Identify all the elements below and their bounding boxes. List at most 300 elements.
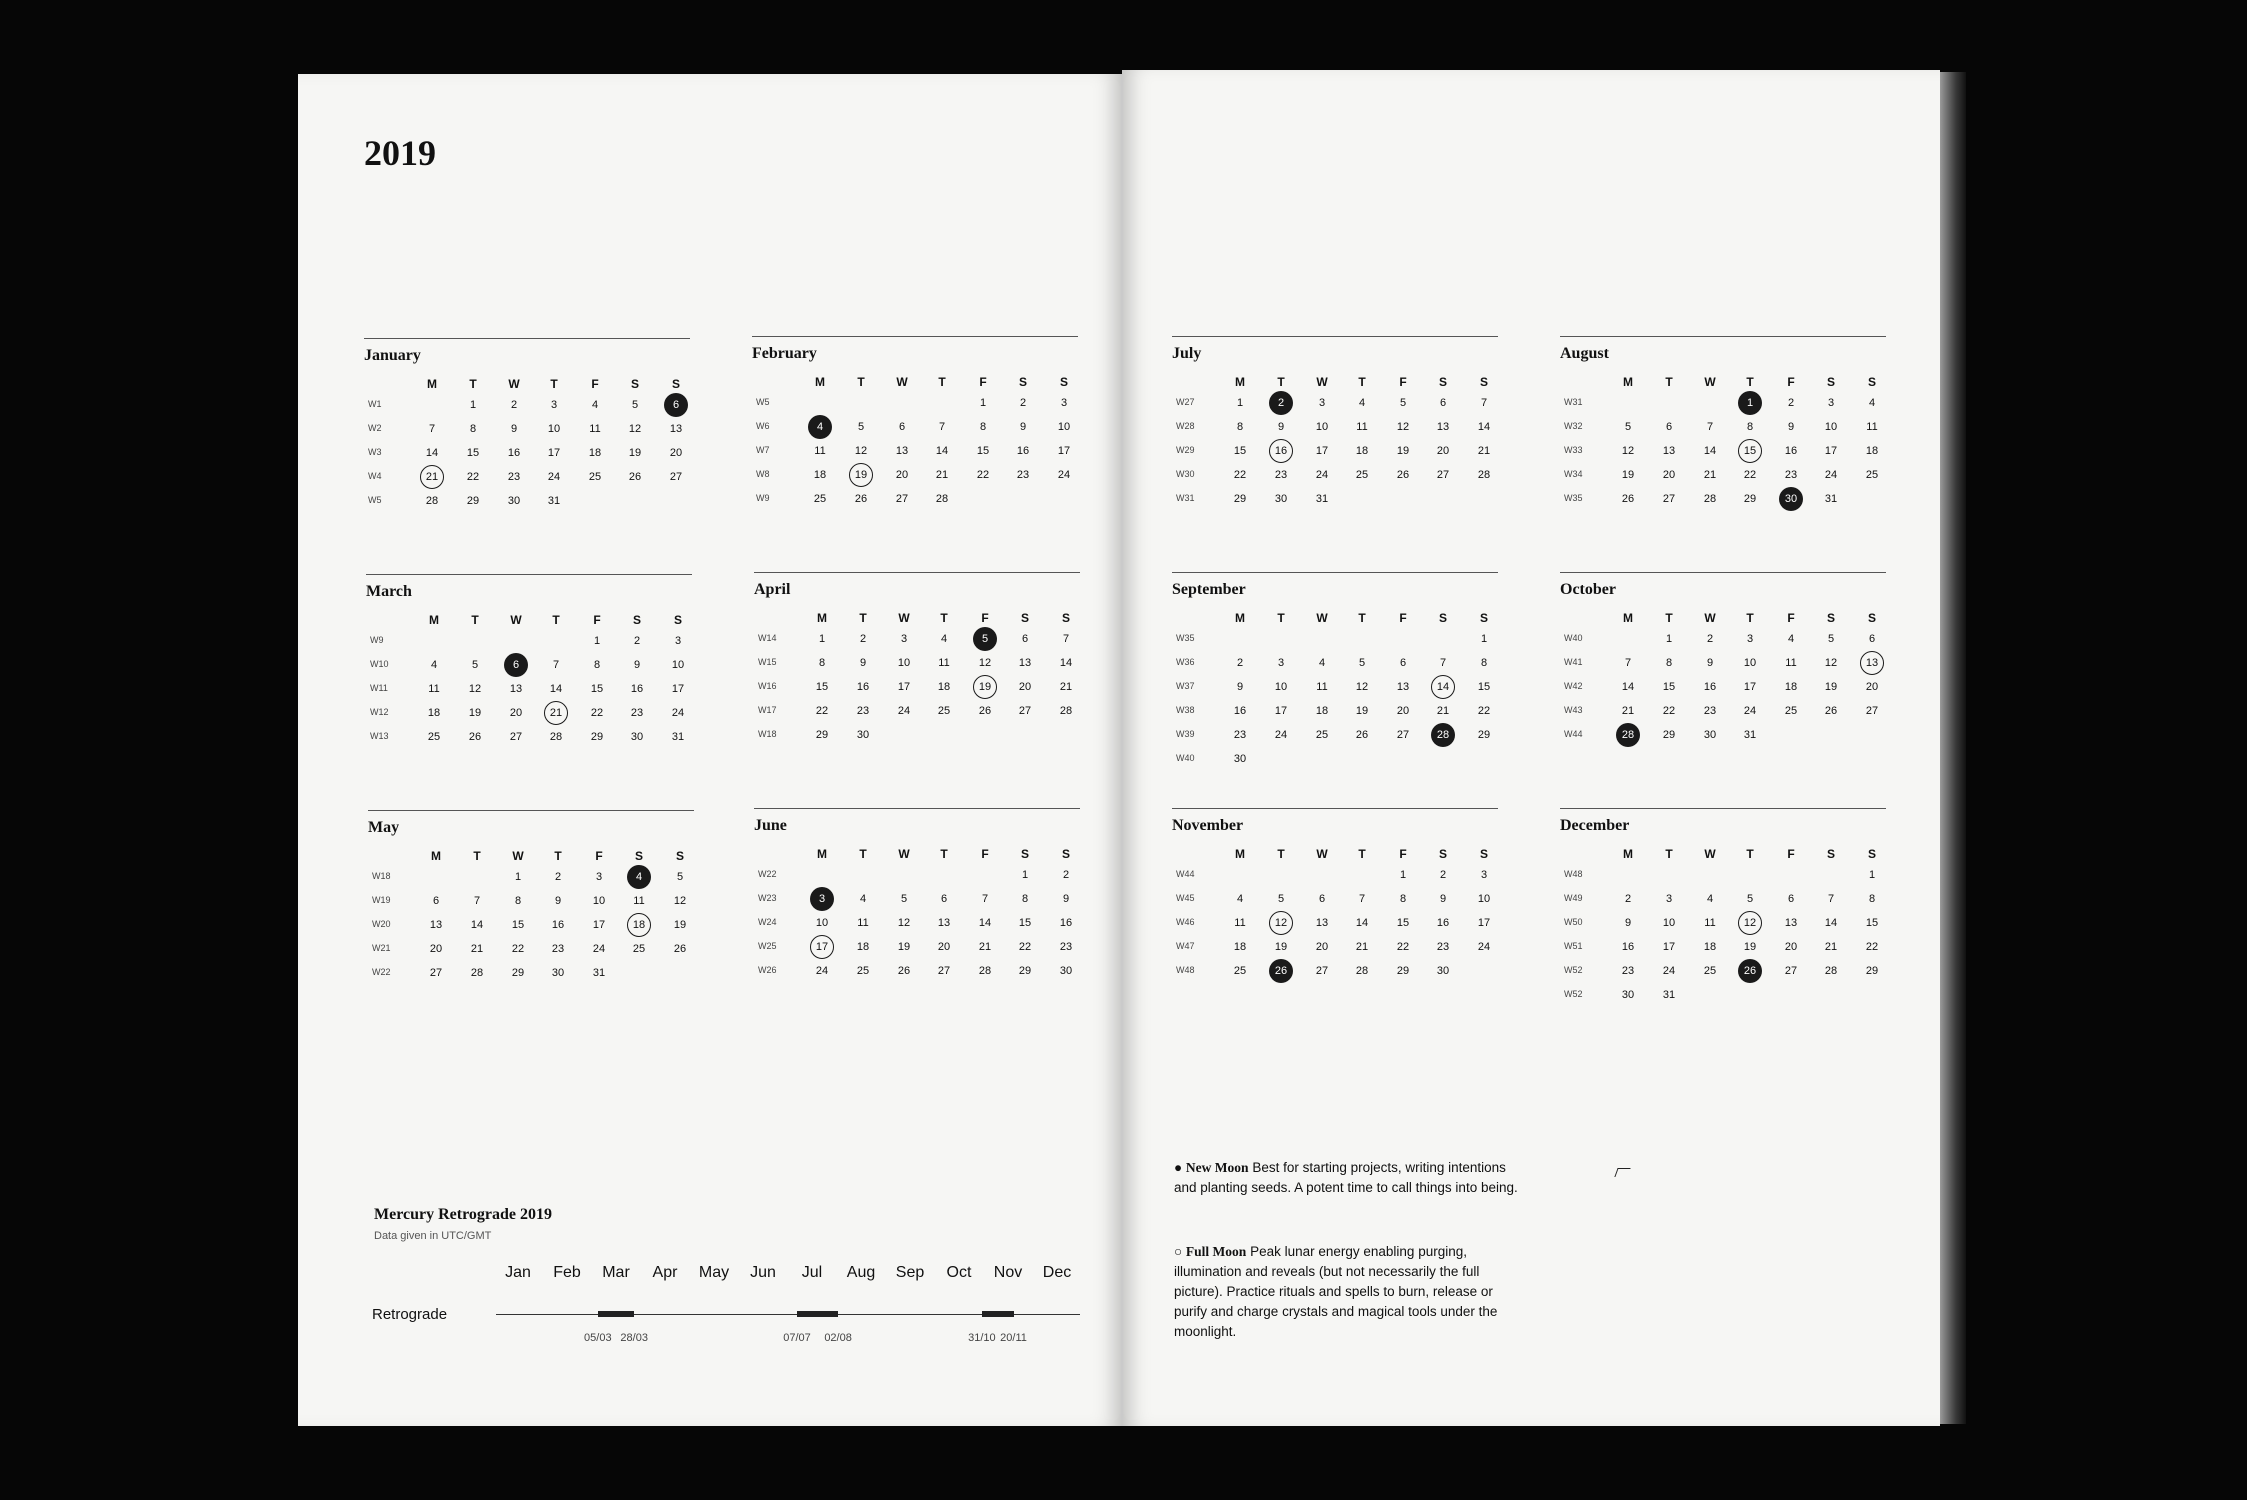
day-cell: 30 <box>1274 493 1288 505</box>
weekday-header: F <box>1399 611 1407 625</box>
day-cell: 24 <box>547 471 561 483</box>
day-cell: 13 <box>895 445 909 457</box>
weekday-header: S <box>1020 847 1029 861</box>
day-cell: 22 <box>815 705 829 717</box>
month-name: August <box>1560 345 1609 362</box>
day-cell: 31 <box>1743 729 1757 741</box>
weekday-header: M <box>1235 847 1245 861</box>
day-cell: 31 <box>1662 989 1676 1001</box>
day-cell: 14 <box>978 917 992 929</box>
weekday-header: T <box>859 847 867 861</box>
day-cell: 7 <box>1439 657 1447 669</box>
day-cell: 1 <box>593 635 601 647</box>
weekday-header: T <box>1358 611 1366 625</box>
day-cell: 28 <box>1059 705 1073 717</box>
week-number: W33 <box>1564 445 1583 455</box>
month-name: March <box>366 583 412 600</box>
retrograde-date: 31/10 <box>968 1332 996 1344</box>
day-cell: 21 <box>935 469 949 481</box>
weekday-header: T <box>554 849 562 863</box>
weekday-header: S <box>1061 847 1070 861</box>
weekday-header: S <box>1018 375 1027 389</box>
full-moon-day: 14 <box>1431 675 1455 699</box>
day-cell: 21 <box>1621 705 1635 717</box>
day-cell: 8 <box>1480 657 1488 669</box>
day-cell: 3 <box>1318 397 1326 409</box>
month-rule <box>1560 572 1886 573</box>
day-cell: 30 <box>507 495 521 507</box>
day-cell: 5 <box>900 893 908 905</box>
retrograde-bar <box>598 1311 634 1317</box>
week-number: W47 <box>1176 941 1195 951</box>
month-rule <box>1560 808 1886 809</box>
day-cell: 20 <box>429 943 443 955</box>
day-cell: 10 <box>1662 917 1676 929</box>
day-cell: 26 <box>468 731 482 743</box>
day-cell: 25 <box>427 731 441 743</box>
day-cell: 12 <box>628 423 642 435</box>
day-cell: 9 <box>633 659 641 671</box>
day-cell: 22 <box>1396 941 1410 953</box>
month-name: January <box>364 347 421 364</box>
new-moon-text: Best for starting projects, writing intentions and planting seeds. A potent time to call things into being. <box>1174 1160 1518 1195</box>
day-cell: 29 <box>590 731 604 743</box>
day-cell: 1 <box>1665 633 1673 645</box>
day-cell: 28 <box>549 731 563 743</box>
day-cell: 20 <box>1315 941 1329 953</box>
day-cell: 26 <box>1824 705 1838 717</box>
mercury-month-label: Feb <box>553 1264 581 1281</box>
day-cell: 28 <box>1824 965 1838 977</box>
mercury-month-label: Nov <box>993 1264 1023 1281</box>
month-rule <box>1172 572 1498 573</box>
day-cell: 31 <box>1824 493 1838 505</box>
weekday-header: T <box>1746 375 1754 389</box>
day-cell: 28 <box>425 495 439 507</box>
day-cell: 6 <box>1021 633 1029 645</box>
day-cell: 7 <box>938 421 946 433</box>
day-cell: 16 <box>1703 681 1717 693</box>
day-cell: 12 <box>1621 445 1635 457</box>
retrograde-bar <box>982 1311 1014 1317</box>
day-cell: 25 <box>1233 965 1247 977</box>
weekday-header: M <box>429 613 439 627</box>
day-cell: 10 <box>671 659 685 671</box>
weekday-header: F <box>593 613 601 627</box>
day-cell: 23 <box>1233 729 1247 741</box>
day-cell: 4 <box>430 659 438 671</box>
day-cell: 27 <box>1018 705 1032 717</box>
day-cell: 10 <box>1824 421 1838 433</box>
day-cell: 31 <box>592 967 606 979</box>
day-cell: 1 <box>1021 869 1029 881</box>
day-cell: 4 <box>1868 397 1876 409</box>
month-name: May <box>368 819 400 836</box>
month-name: February <box>752 345 817 362</box>
day-cell: 7 <box>1624 657 1632 669</box>
weekday-header: W <box>508 377 520 391</box>
day-cell: 23 <box>1016 469 1030 481</box>
day-cell: 23 <box>1059 941 1073 953</box>
retrograde-bar <box>797 1311 838 1317</box>
weekday-header: F <box>1399 375 1407 389</box>
week-number: W37 <box>1176 681 1195 691</box>
month-days <box>1172 845 1498 993</box>
week-number: W11 <box>370 683 388 693</box>
new-moon-day: 6 <box>504 653 528 677</box>
new-moon-icon: ● <box>1174 1160 1183 1175</box>
day-cell: 25 <box>856 965 870 977</box>
day-cell: 8 <box>818 657 826 669</box>
weekday-header: T <box>1358 375 1366 389</box>
day-cell: 28 <box>935 493 949 505</box>
day-cell: 17 <box>671 683 685 695</box>
day-cell: 25 <box>1703 965 1717 977</box>
day-cell: 6 <box>1439 397 1447 409</box>
day-cell: 13 <box>1662 445 1676 457</box>
day-cell: 14 <box>549 683 563 695</box>
full-moon-day: 12 <box>1269 911 1293 935</box>
week-number: W29 <box>1176 445 1195 455</box>
day-cell: 17 <box>592 919 606 931</box>
day-cell: 24 <box>897 705 911 717</box>
day-cell: 12 <box>897 917 911 929</box>
week-number: W21 <box>372 943 391 953</box>
full-moon-icon: ○ <box>1174 1244 1183 1259</box>
day-cell: 9 <box>1277 421 1285 433</box>
week-number: W7 <box>756 445 770 455</box>
weekday-header: T <box>471 613 479 627</box>
day-cell: 19 <box>1824 681 1838 693</box>
day-cell: 29 <box>1743 493 1757 505</box>
full-moon-day: 19 <box>849 463 873 487</box>
week-number: W46 <box>1176 917 1195 927</box>
day-cell: 13 <box>1018 657 1032 669</box>
day-cell: 19 <box>628 447 642 459</box>
day-cell: 6 <box>1318 893 1326 905</box>
day-cell: 7 <box>1827 893 1835 905</box>
mercury-month-label: Jul <box>801 1264 823 1281</box>
month-name: September <box>1172 581 1246 598</box>
day-cell: 20 <box>1784 941 1798 953</box>
weekday-header: S <box>1479 375 1488 389</box>
day-cell: 10 <box>547 423 561 435</box>
month-rule <box>368 810 694 811</box>
month-days <box>1560 373 1886 521</box>
day-cell: 26 <box>978 705 992 717</box>
day-cell: 18 <box>427 707 441 719</box>
day-cell: 2 <box>859 633 867 645</box>
day-cell: 29 <box>466 495 480 507</box>
full-moon-legend <box>1174 1242 1524 1342</box>
day-cell: 5 <box>1399 397 1407 409</box>
week-number: W1 <box>368 399 382 409</box>
day-cell: 7 <box>428 423 436 435</box>
day-cell: 17 <box>1743 681 1757 693</box>
day-cell: 5 <box>676 871 684 883</box>
day-cell: 5 <box>471 659 479 671</box>
weekday-header: W <box>1704 847 1716 861</box>
day-cell: 14 <box>425 447 439 459</box>
day-cell: 12 <box>854 445 868 457</box>
mercury-month-label: Oct <box>946 1264 972 1281</box>
day-cell: 8 <box>1021 893 1029 905</box>
day-cell: 18 <box>856 941 870 953</box>
day-cell: 11 <box>428 683 440 695</box>
weekday-header: S <box>1479 611 1488 625</box>
day-cell: 21 <box>1059 681 1073 693</box>
day-cell: 25 <box>1355 469 1369 481</box>
day-cell: 30 <box>1059 965 1073 977</box>
month-days <box>1560 845 1886 1017</box>
day-cell: 11 <box>857 917 869 929</box>
day-cell: 9 <box>1439 893 1447 905</box>
day-cell: 14 <box>935 445 949 457</box>
new-moon-day: 2 <box>1269 391 1293 415</box>
month-rule <box>1560 336 1886 337</box>
day-cell: 27 <box>509 731 523 743</box>
day-cell: 18 <box>1703 941 1717 953</box>
day-cell: 16 <box>1233 705 1247 717</box>
new-moon-title: New Moon <box>1185 1160 1249 1175</box>
day-cell: 23 <box>1621 965 1635 977</box>
week-number: W35 <box>1176 633 1195 643</box>
weekday-header: M <box>427 377 437 391</box>
day-cell: 10 <box>1743 657 1757 669</box>
month-rule <box>364 338 690 339</box>
day-cell: 27 <box>1784 965 1798 977</box>
week-number: W52 <box>1564 965 1583 975</box>
day-cell: 25 <box>1315 729 1329 741</box>
day-cell: 10 <box>1477 893 1491 905</box>
day-cell: 7 <box>1706 421 1714 433</box>
day-cell: 11 <box>1356 421 1368 433</box>
weekday-header: T <box>859 611 867 625</box>
day-cell: 20 <box>1865 681 1879 693</box>
day-cell: 15 <box>1662 681 1676 693</box>
day-cell: 10 <box>592 895 606 907</box>
day-cell: 24 <box>1743 705 1757 717</box>
full-moon-day: 16 <box>1269 439 1293 463</box>
month-rule <box>754 808 1080 809</box>
day-cell: 17 <box>897 681 911 693</box>
day-cell: 16 <box>1621 941 1635 953</box>
day-cell: 2 <box>1787 397 1795 409</box>
weekday-header: T <box>1746 611 1754 625</box>
day-cell: 17 <box>547 447 561 459</box>
weekday-header: T <box>1277 611 1285 625</box>
weekday-header: T <box>857 375 865 389</box>
weekday-header: S <box>1059 375 1068 389</box>
day-cell: 27 <box>1315 965 1329 977</box>
month-january <box>364 338 690 523</box>
day-cell: 31 <box>547 495 561 507</box>
day-cell: 17 <box>1662 941 1676 953</box>
day-cell: 24 <box>1274 729 1288 741</box>
day-cell: 9 <box>859 657 867 669</box>
day-cell: 11 <box>589 423 601 435</box>
weekday-header: S <box>1826 847 1835 861</box>
day-cell: 24 <box>1662 965 1676 977</box>
week-number: W17 <box>758 705 777 715</box>
month-rule <box>1172 808 1498 809</box>
week-number: W31 <box>1176 493 1195 503</box>
full-moon-day: 12 <box>1738 911 1762 935</box>
weekday-header: S <box>1867 375 1876 389</box>
day-cell: 17 <box>1477 917 1491 929</box>
day-cell: 11 <box>1316 681 1328 693</box>
weekday-header: S <box>634 849 643 863</box>
week-number: W14 <box>758 633 777 643</box>
day-cell: 9 <box>1236 681 1244 693</box>
weekday-header: F <box>981 611 989 625</box>
day-cell: 8 <box>593 659 601 671</box>
day-cell: 1 <box>1868 869 1876 881</box>
week-number: W51 <box>1564 941 1583 951</box>
day-cell: 15 <box>1233 445 1247 457</box>
week-number: W32 <box>1564 421 1583 431</box>
retrograde-date: 28/03 <box>620 1332 648 1344</box>
weekday-header: F <box>595 849 603 863</box>
day-cell: 23 <box>1784 469 1798 481</box>
day-cell: 2 <box>633 635 641 647</box>
week-number: W5 <box>368 495 382 505</box>
month-name: April <box>754 581 791 598</box>
week-number: W31 <box>1564 397 1583 407</box>
weekday-header: T <box>1277 847 1285 861</box>
year-title: 2019 <box>364 133 436 173</box>
day-cell: 25 <box>632 943 646 955</box>
mercury-month-label: Jan <box>505 1264 531 1281</box>
day-cell: 1 <box>469 399 477 411</box>
weekday-header: S <box>1438 375 1447 389</box>
day-cell: 29 <box>1662 729 1676 741</box>
day-cell: 22 <box>1018 941 1032 953</box>
weekday-header: W <box>898 611 910 625</box>
week-number: W41 <box>1564 657 1583 667</box>
weekday-header: W <box>1704 611 1716 625</box>
day-cell: 25 <box>1865 469 1879 481</box>
month-rule <box>752 336 1078 337</box>
day-cell: 20 <box>1018 681 1032 693</box>
day-cell: 7 <box>1062 633 1070 645</box>
full-moon-day: 21 <box>420 465 444 489</box>
month-december <box>1560 808 1886 1017</box>
day-cell: 5 <box>1358 657 1366 669</box>
week-number: W52 <box>1564 989 1583 999</box>
day-cell: 6 <box>898 421 906 433</box>
day-cell: 18 <box>1355 445 1369 457</box>
day-cell: 5 <box>1827 633 1835 645</box>
day-cell: 10 <box>1057 421 1071 433</box>
day-cell: 13 <box>1315 917 1329 929</box>
day-cell: 16 <box>856 681 870 693</box>
day-cell: 24 <box>815 965 829 977</box>
day-cell: 9 <box>1019 421 1027 433</box>
day-cell: 2 <box>1062 869 1070 881</box>
day-cell: 15 <box>1018 917 1032 929</box>
month-days <box>1172 609 1498 781</box>
day-cell: 30 <box>1621 989 1635 1001</box>
day-cell: 7 <box>1358 893 1366 905</box>
day-cell: 23 <box>630 707 644 719</box>
weekday-header: S <box>630 377 639 391</box>
day-cell: 12 <box>673 895 687 907</box>
mercury-row-label: Retrograde <box>372 1306 448 1323</box>
week-number: W10 <box>370 659 389 669</box>
weekday-header: W <box>896 375 908 389</box>
weekday-header: S <box>671 377 680 391</box>
day-cell: 4 <box>1787 633 1795 645</box>
day-cell: 2 <box>510 399 518 411</box>
day-cell: 21 <box>1477 445 1491 457</box>
mercury-title: Mercury Retrograde 2019 <box>374 1206 553 1223</box>
day-cell: 21 <box>978 941 992 953</box>
day-cell: 1 <box>1480 633 1488 645</box>
week-number: W9 <box>370 635 384 645</box>
day-cell: 21 <box>1824 941 1838 953</box>
week-number: W48 <box>1176 965 1195 975</box>
day-cell: 11 <box>1785 657 1797 669</box>
weekday-header: S <box>1438 611 1447 625</box>
day-cell: 25 <box>588 471 602 483</box>
day-cell: 18 <box>813 469 827 481</box>
day-cell: 26 <box>628 471 642 483</box>
day-cell: 26 <box>1396 469 1410 481</box>
day-cell: 27 <box>1436 469 1450 481</box>
day-cell: 2 <box>1439 869 1447 881</box>
day-cell: 22 <box>1233 469 1247 481</box>
day-cell: 26 <box>673 943 687 955</box>
weekday-header: T <box>1277 375 1285 389</box>
day-cell: 11 <box>1704 917 1716 929</box>
day-cell: 13 <box>509 683 523 695</box>
mercury-subtitle: Data given in UTC/GMT <box>374 1230 492 1242</box>
day-cell: 30 <box>856 729 870 741</box>
weekday-header: S <box>1479 847 1488 861</box>
week-number: W3 <box>368 447 382 457</box>
mercury-month-label: Apr <box>652 1264 678 1281</box>
day-cell: 21 <box>1355 941 1369 953</box>
day-cell: 8 <box>1665 657 1673 669</box>
day-cell: 5 <box>631 399 639 411</box>
day-cell: 9 <box>1624 917 1632 929</box>
day-cell: 22 <box>1743 469 1757 481</box>
day-cell: 7 <box>552 659 560 671</box>
day-cell: 4 <box>859 893 867 905</box>
weekday-header: S <box>1826 611 1835 625</box>
weekday-header: F <box>1787 611 1795 625</box>
day-cell: 24 <box>1057 469 1071 481</box>
day-cell: 12 <box>978 657 992 669</box>
day-cell: 15 <box>1396 917 1410 929</box>
month-days <box>1172 373 1498 521</box>
day-cell: 30 <box>1703 729 1717 741</box>
day-cell: 3 <box>674 635 682 647</box>
new-moon-day: 4 <box>808 415 832 439</box>
month-rule <box>366 574 692 575</box>
week-number: W43 <box>1564 705 1583 715</box>
full-moon-day: 13 <box>1860 651 1884 675</box>
day-cell: 30 <box>1233 753 1247 765</box>
day-cell: 3 <box>1277 657 1285 669</box>
month-days <box>754 609 1080 757</box>
day-cell: 29 <box>1865 965 1879 977</box>
day-cell: 1 <box>818 633 826 645</box>
day-cell: 24 <box>1315 469 1329 481</box>
weekday-header: F <box>1399 847 1407 861</box>
day-cell: 31 <box>1315 493 1329 505</box>
